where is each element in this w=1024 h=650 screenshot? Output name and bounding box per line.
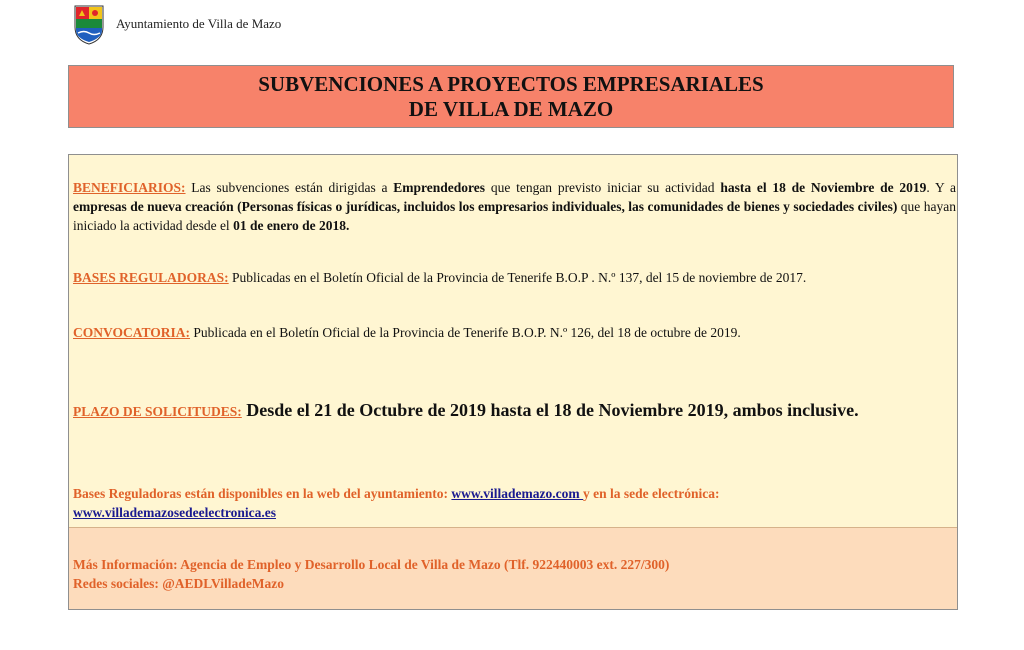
header	[72, 2, 281, 46]
beneficiarios-paragraph	[73, 178, 956, 235]
convocatoria-paragraph	[73, 323, 956, 342]
contact-section	[69, 527, 957, 609]
ayuntamiento-web-link[interactable]: www.villademazo.com	[451, 486, 584, 501]
beneficiarios-text: que tengan previsto iniciar su actividad	[485, 180, 721, 195]
bases-text: Publicadas en el Boletín Oficial de la Provincia de Tenerife B.O.P . N.º 137, del 15 de noviembre de 2017.	[228, 270, 807, 285]
convocatoria-text: Publicada en el Boletín Oficial de la Provincia de Tenerife B.O.P. N.º 126, del 18 de octubre de 2019.	[190, 325, 741, 340]
beneficiarios-text: . Y a	[926, 180, 956, 195]
web-text: Bases Reguladoras están disponibles en la web del ayuntamiento:	[73, 486, 452, 501]
title-line-2: DE VILLA DE MAZO	[408, 96, 614, 121]
beneficiarios-deadline: hasta el 18 de Noviembre de 2019	[720, 180, 927, 195]
beneficiarios-text: Las subvenciones están dirigidas a	[185, 180, 394, 195]
web-paragraph	[73, 484, 956, 522]
title-line-1: SUBVENCIONES A PROYECTOS EMPRESARIALES	[258, 71, 764, 96]
plazo-paragraph	[73, 398, 956, 423]
info-panel	[68, 154, 958, 610]
municipality-name: Ayuntamiento de Villa de Mazo	[116, 16, 282, 31]
social-media-line: Redes sociales: @AEDLVilladeMazo	[73, 576, 285, 591]
municipal-crest-icon	[72, 3, 106, 45]
plazo-label: PLAZO DE SOLICITUDES:	[73, 404, 242, 419]
info-main-section	[69, 155, 957, 527]
contact-paragraph	[73, 555, 956, 593]
sede-electronica-link[interactable]: www.villademazosedeelectronica.es	[73, 505, 276, 520]
web-text: y en la sede electrónica:	[583, 486, 720, 501]
beneficiarios-label: BENEFICIARIOS:	[73, 180, 186, 195]
beneficiarios-start-date: 01 de enero de 2018.	[233, 218, 350, 233]
plazo-text: Desde el 21 de Octubre de 2019 hasta el 18 de Noviembre 2019, ambos inclusive.	[241, 400, 859, 420]
contact-info-line: Más Información: Agencia de Empleo y Desarrollo Local de Villa de Mazo (Tlf. 922440003 ext. 227/300)	[73, 557, 670, 572]
beneficiarios-emprendedores: Emprendedores	[393, 180, 486, 195]
convocatoria-label: CONVOCATORIA:	[73, 325, 190, 340]
bases-label: BASES REGULADORAS:	[73, 270, 229, 285]
bases-paragraph	[73, 268, 956, 287]
beneficiarios-empresas: empresas de nueva creación (Personas físicas o jurídicas, incluidos los empresarios individuales, las comunidades de bienes y sociedades civiles)	[73, 199, 898, 214]
title-banner	[68, 65, 954, 128]
beneficiarios-text: que hayan iniciado la actividad desde el	[73, 199, 956, 233]
